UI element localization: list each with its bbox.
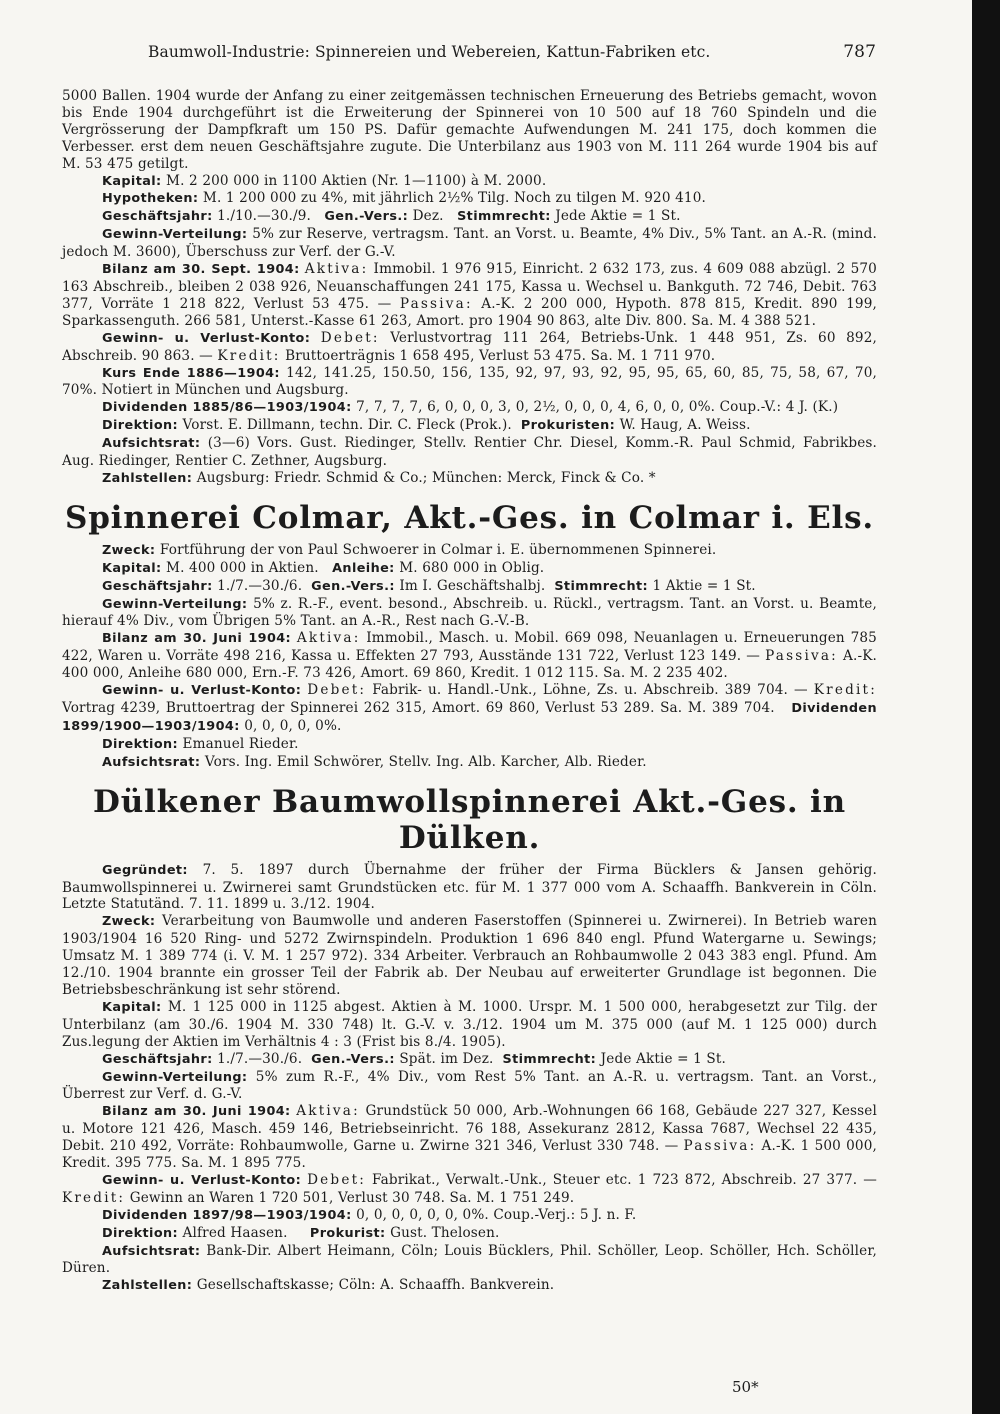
dividenden-entry: Dividenden 1897/98—1903/1904: 0, 0, 0, 0, 0, 0, 0%. Coup.-Verj.: 5 J. n. F. [102, 1206, 637, 1223]
section-colmar [62, 542, 877, 772]
kapital-entry: Kapital: M. 2 200 000 in 1100 Aktien (Nr. 1—1100) à M. 2000. [102, 172, 547, 189]
zahlstellen-entry: Zahlstellen: Gesellschaftskasse; Cöln: A. Schaaffh. Bankverein. [102, 1277, 555, 1294]
direktion-entry: Direktion: Alfred Haasen. Prokurist: Gust. Thelosen. [102, 1224, 500, 1241]
bilanz-entry: Bilanz am 30. Sept. 1904: Aktiva: Immobil. 1 976 915, Einricht. 2 632 173, zus. 4 609 088 abzügl. 2 570 163 Abschreib., bleiben 2 038 926, Neuanschaffungen 241 175, Kassa u. Wechsel u. Bankguth. 72 746, Debit. 763 377, Vorräte 1 218 822, Verlust 53 475. — Passiva: A.-K. 2 200 000, Hypoth. 878 815, Kredit. 890 199, Sparkassenguth. 266 581, Unterst.-Kasse 61 263, Amort. pro 1904 90 863, alte Div. 800. Sa. M. 4 388 521. [62, 261, 877, 329]
section-duelken [62, 862, 877, 1296]
direktion-entry: Direktion: Vorst. E. Dillmann, techn. Dir. C. Fleck (Prok.). Prokuristen: W. Haug, A. Weiss. [102, 417, 751, 434]
scan-edge [972, 0, 1000, 1414]
running-header [148, 42, 876, 62]
aufsichtsrat-entry: Aufsichtsrat: Bank-Dir. Albert Heimann, Cöln; Louis Bücklers, Phil. Schöller, Leop. Schöller, Hch. Schöller, Düren. [62, 1242, 877, 1277]
header-title: Baumwoll-Industrie: Spinnereien und Webereien, Kattun-Fabriken etc. [148, 43, 711, 61]
direktion-entry: Direktion: Emanuel Rieder. [102, 735, 299, 752]
bilanz-entry: Bilanz am 30. Juni 1904: Aktiva: Grundstück 50 000, Arb.-Wohnungen 66 168, Gebäude 227 327, Kessel u. Motore 121 426, Masch. 459 146, Betriebseinricht. 76 188, Assekuranz 2812, Kassa 7687, Wechsel 22 435, Debit. 210 492, Vorräte: Rohbaumwolle, Garne u. Zwirne 321 346, Verlust 330 748. — Passiva: A.-K. 1 500 000, Kredit. 395 775. Sa. M. 1 895 775. [62, 1103, 877, 1172]
gewinn-verlust-entry: Gewinn- u. Verlust-Konto: Debet: Fabrik- u. Handl.-Unk., Löhne, Zs. u. Abschreib. 389 704. — Kredit: Vortrag 4239, Bruttoertrag der Spinnerei 262 315, Amort. 69 860, Verlust 53 289. Sa. M. 389 704. Dividenden 1899/1900—1903/1904: 0, 0, 0, 0, 0%. [62, 682, 877, 734]
aufsichtsrat-entry: Aufsichtsrat: Vors. Ing. Emil Schwörer, Stellv. Ing. Alb. Karcher, Alb. Rieder. [102, 753, 647, 770]
intro-paragraph: 5000 Ballen. 1904 wurde der Anfang zu einer zeitgemässen technischen Erneuerung des Betriebs gemacht, wovon bis Ende 1904 durchgeführt ist die Erweiterung der Spinnerei von 10 500 auf 18 760 Spindeln und die Vergrösserung der Dampfkraft um 150 PS. Dafür gemachte Aufwendungen M. 241 175, doch kommen die Verbesser. erst dem neuen Geschäftsjahre zugute. Die Unterbilanz aus 1903 von M. 111 264 wurde 1904 bis auf M. 53 475 getilgt. [62, 88, 877, 172]
zweck-entry: Zweck: Fortführung der von Paul Schwoerer in Colmar i. E. übernommenen Spinnerei. [102, 541, 717, 558]
zahlstellen-entry: Zahlstellen: Augsburg: Friedr. Schmid & Co.; München: Merck, Finck & Co. * [102, 469, 656, 486]
kapital-entry: Kapital: M. 400 000 in Aktien. Anleihe: M. 680 000 in Oblig. [102, 559, 545, 576]
company-heading-colmar: Spinnerei Colmar, Akt.-Ges. in Colmar i. Els. [65, 499, 874, 536]
page-number: 787 [843, 42, 876, 62]
gewinn-verteilung-entry: Gewinn-Verteilung: 5% zum R.-F., 4% Div., vom Rest 5% Tant. an A.-R. u. vertragsm. Tant. an Vorst., Überrest zur Verf. d. G.-V. [62, 1068, 877, 1103]
geschaeftsjahr-entry: Geschäftsjahr: 1./7.—30./6. Gen.-Vers.: Spät. im Dez. Stimmrecht: Jede Aktie = 1 St. [102, 1050, 726, 1067]
company-heading-duelken: Dülkener Baumwollspinnerei Akt.-Ges. in Dülken. [93, 783, 846, 856]
kapital-entry: Kapital: M. 1 125 000 in 1125 abgest. Aktien à M. 1000. Urspr. M. 1 500 000, herabgesetzt zur Tilg. der Unterbilanz (am 30./6. 1904 M. 330 748) lt. G.-V. v. 3./12. 1904 um M. 375 000 (auf M. 1 125 000) durch Zus.legung der Aktien im Verhältnis 4 : 3 (Frist bis 8./4. 1905). [62, 998, 877, 1050]
gewinn-verlust-entry: Gewinn- u. Verlust-Konto: Debet: Verlustvortrag 111 264, Betriebs-Unk. 1 448 951, Zs. 60 892, Abschreib. 90 863. — Kredit: Bruttoerträgnis 1 658 495, Verlust 53 475. Sa. M. 1 711 970. [62, 329, 877, 364]
dividenden-entry: Dividenden 1885/86—1903/1904: 7, 7, 7, 7, 6, 0, 0, 0, 3, 0, 2½, 0, 0, 0, 4, 6, 0, 0, 0%. Coup.-V.: 4 J. (K.) [102, 399, 839, 416]
text-column [62, 88, 877, 1295]
gegruendet-entry: Gegründet: 7. 5. 1897 durch Übernahme der früher der Firma Bücklers & Jansen gehörig. Baumwollspinnerei u. Zwirnerei samt Grundstücken etc. für M. 1 377 000 vom A. Schaaffh. Bankverein in Cöln. Letzte Statutänd. 7. 11. 1899 u. 3./12. 1904. [62, 861, 877, 913]
gewinn-verlust-entry: Gewinn- u. Verlust-Konto: Debet: Fabrikat., Verwalt.-Unk., Steuer etc. 1 723 872, Abschreib. 27 377. — Kredit: Gewinn an Waren 1 720 501, Verlust 30 748. Sa. M. 1 751 249. [62, 1171, 877, 1206]
signature-mark: 50* [732, 1378, 759, 1396]
kurs-entry: Kurs Ende 1886—1904: 142, 141.25, 150.50, 156, 135, 92, 97, 93, 92, 95, 95, 65, 60, 85, 75, 58, 67, 70, 70%. Notiert in München und Augsburg. [62, 364, 878, 399]
gewinn-verteilung-entry: Gewinn-Verteilung: 5% zur Reserve, vertragsm. Tant. an Vorst. u. Beamte, 4% Div., 5% Tant. an A.-R. (mind. jedoch M. 3600), Überschuss zur Verf. der G.-V. [62, 226, 877, 261]
zweck-entry: Zweck: Verarbeitung von Baumwolle und anderen Faserstoffen (Spinnerei u. Zwirnerei). In Betrieb waren 1903/1904 16 520 Ring- und 5272 Zwirnspindeln. Produktion 1 696 840 engl. Pfund Watergarne u. Sewings; Umsatz M. 1 389 774 (i. V. M. 1 257 972). 334 Arbeiter. Verbrauch an Rohbaumwolle 2 043 383 engl. Pfund. Am 12./10. 1904 brannte ein grosser Teil der Fabrik ab. Der Neubau auf erweiterter Grundlage ist begonnen. Die Betriebsbeschränkung ist sehr störend. [62, 913, 877, 998]
hypotheken-entry: Hypotheken: M. 1 200 000 zu 4%, mit jährlich 2½% Tilg. Noch zu tilgen M. 920 410. [102, 190, 706, 207]
section-continued-entry [62, 88, 877, 488]
gewinn-verteilung-entry: Gewinn-Verteilung: 5% z. R.-F., event. besond., Abschreib. u. Rückl., vertragsm. Tant. an Vorst. u. Beamte, hierauf 4% Div., vom Übrigen 5% Tant. an A.-R., Rest nach G.-V.-B. [62, 595, 877, 630]
aufsichtsrat-entry: Aufsichtsrat: (3—6) Vors. Gust. Riedinger, Stellv. Rentier Chr. Diesel, Komm.-R. Paul Schmid, Fabrikbes. Aug. Riedinger, Rentier C. Zethner, Augsburg. [62, 435, 877, 470]
bilanz-entry: Bilanz am 30. Juni 1904: Aktiva: Immobil., Masch. u. Mobil. 669 098, Neuanlagen u. Erneuerungen 785 422, Waren u. Vorräte 498 216, Kassa u. Effekten 27 793, Ausstände 131 722, Verlust 123 149. — Passiva: A.-K. 400 000, Anleihe 680 000, Ern.-F. 73 426, Amort. 69 860, Kredit. 1 012 115. Sa. M. 2 235 402. [62, 630, 877, 682]
geschaeftsjahr-entry: Geschäftsjahr: 1./10.—30./9. Gen.-Vers.: Dez. Stimmrecht: Jede Aktie = 1 St. [102, 208, 681, 225]
geschaeftsjahr-entry: Geschäftsjahr: 1./7.—30./6. Gen.-Vers.: Im I. Geschäftshalbj. Stimmrecht: 1 Aktie = 1 St. [102, 577, 756, 594]
